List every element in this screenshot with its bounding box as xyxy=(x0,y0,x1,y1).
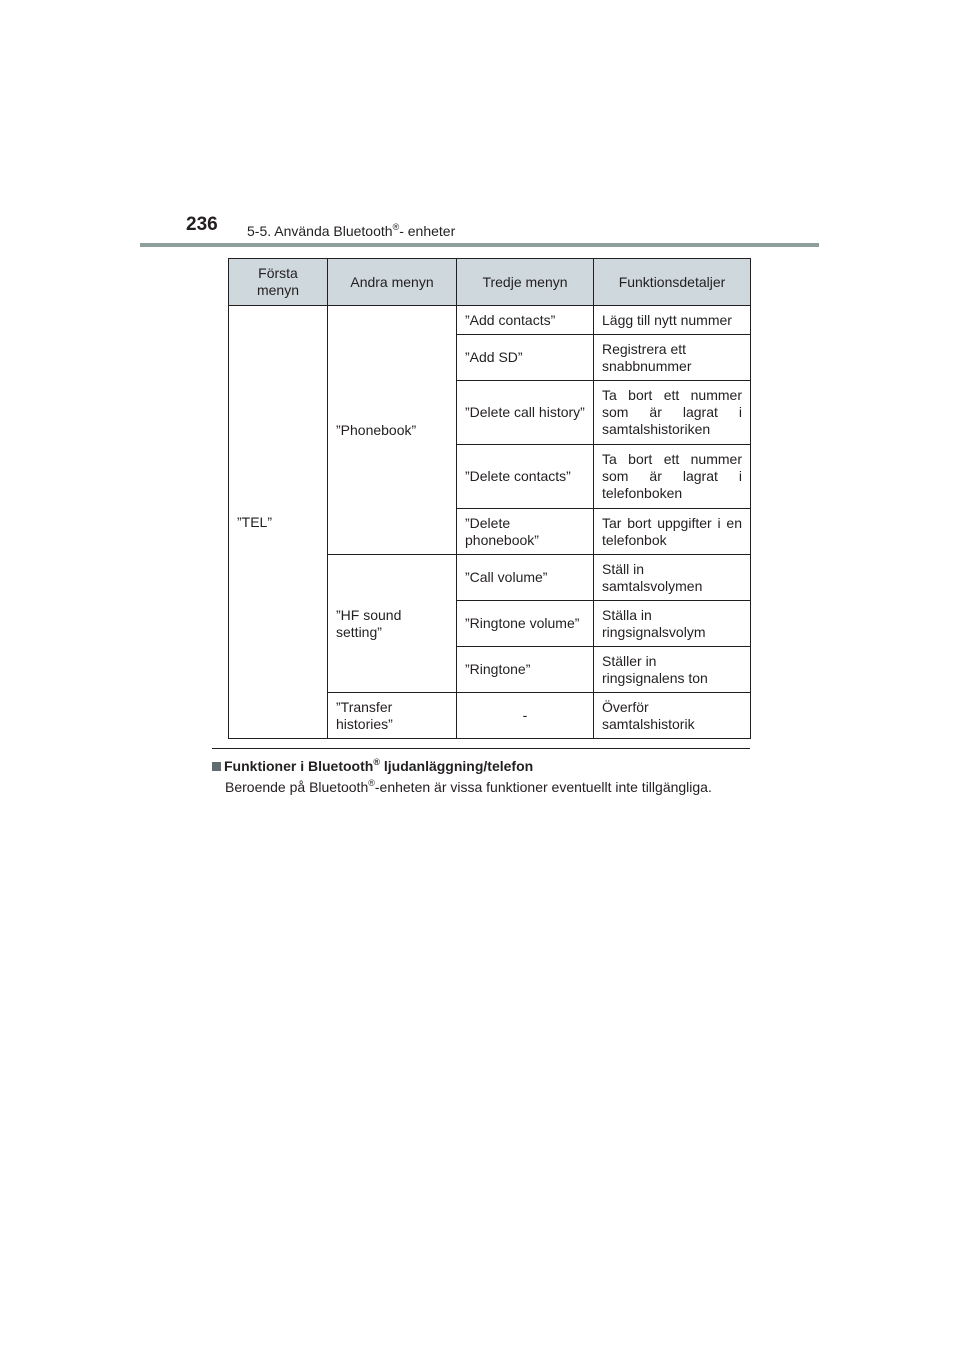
third-menu-cell: ”Ringtone volume” xyxy=(457,601,594,647)
registered-mark: ® xyxy=(392,222,400,232)
section-title-suffix: - enheter xyxy=(399,223,456,239)
second-menu-cell: ”Phonebook” xyxy=(328,306,457,555)
column-header-second-menu: Andra menyn xyxy=(328,259,457,306)
square-bullet-icon xyxy=(212,762,221,771)
header-rule xyxy=(140,243,819,247)
column-header-first-menu: Första menyn xyxy=(229,259,328,306)
note-rule xyxy=(212,748,750,749)
detail-cell: Lägg till nytt nummer xyxy=(594,306,751,335)
first-menu-cell: ”TEL” xyxy=(229,306,328,739)
section-title xyxy=(247,222,455,239)
third-menu-cell: ”Call volume” xyxy=(457,555,594,601)
third-menu-cell: ”Add contacts” xyxy=(457,306,594,335)
third-menu-cell: ”Delete contacts” xyxy=(457,445,594,509)
detail-cell: Ställer in ringsignalens ton xyxy=(594,647,751,693)
note-text-end: -enheten är vissa funktioner eventuellt inte tillgängliga. xyxy=(374,779,712,795)
detail-cell: Ställa in ringsignalsvolym xyxy=(594,601,751,647)
column-header-third-menu: Tredje menyn xyxy=(457,259,594,306)
third-menu-cell: ”Add SD” xyxy=(457,335,594,381)
note-text-start: Beroende på Bluetooth xyxy=(225,779,369,795)
note-heading-text: Funktioner i Bluetooth xyxy=(224,758,374,774)
second-menu-cell: ”HF sound setting” xyxy=(328,555,457,693)
note-heading xyxy=(212,757,533,774)
table-header-row xyxy=(229,259,751,306)
detail-cell: Överför samtalshistorik xyxy=(594,693,751,739)
menu-table xyxy=(228,258,751,739)
detail-cell: Tar bort uppgifter i en telefonbok xyxy=(594,509,751,555)
note-text xyxy=(225,778,712,795)
third-menu-cell: ”Ringtone” xyxy=(457,647,594,693)
table-row xyxy=(229,306,751,335)
detail-cell: Ställ in samtalsvolymen xyxy=(594,555,751,601)
detail-cell: Ta bort ett nummer som är lagrat i samtalshistoriken xyxy=(594,381,751,445)
note-heading-suffix: ljudanläggning/telefon xyxy=(379,758,534,774)
section-title-text: 5-5. Använda Bluetooth xyxy=(247,223,393,239)
second-menu-cell: ”Transfer histories” xyxy=(328,693,457,739)
registered-mark: ® xyxy=(373,757,380,767)
third-menu-cell: ”Delete call history” xyxy=(457,381,594,445)
third-menu-cell: ”Delete phonebook” xyxy=(457,509,594,555)
detail-cell: Ta bort ett nummer som är lagrat i telefonboken xyxy=(594,445,751,509)
third-menu-cell: - xyxy=(457,693,594,739)
page-number: 236 xyxy=(186,214,218,235)
detail-cell: Registrera ett snabbnummer xyxy=(594,335,751,381)
registered-mark: ® xyxy=(368,778,375,788)
column-header-function-details: Funktionsdetaljer xyxy=(594,259,751,306)
